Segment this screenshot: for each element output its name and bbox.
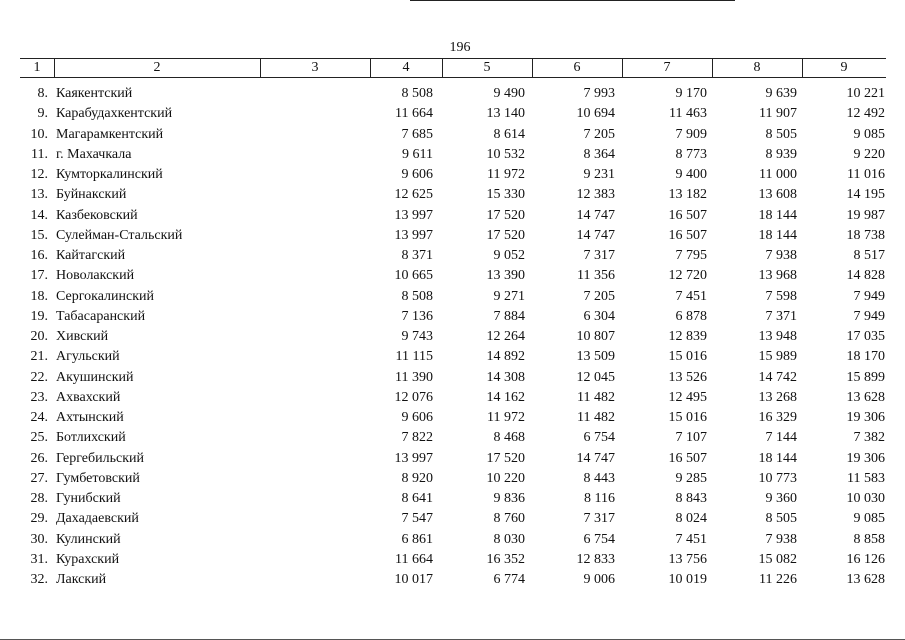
value-col-4: 9 611 [402, 146, 433, 162]
value-col-4: 8 508 [401, 288, 433, 304]
column-header-5: 5 [483, 60, 491, 75]
value-col-7: 8 024 [675, 511, 707, 527]
value-col-9: 16 126 [846, 551, 885, 567]
value-col-4: 11 664 [395, 551, 433, 567]
value-col-4: 9 606 [401, 167, 433, 182]
value-col-9: 18 170 [846, 349, 885, 365]
page-number: 196 [449, 40, 471, 55]
table-row [0, 84, 905, 104]
district-name: Магарамкентский [56, 126, 164, 142]
value-col-6: 12 383 [576, 187, 615, 203]
district-name: Кумторкалинский [56, 167, 163, 182]
value-col-8: 15 989 [758, 349, 797, 365]
value-col-7: 6 878 [675, 308, 707, 324]
value-col-8: 13 268 [758, 389, 797, 405]
table-row [0, 570, 905, 590]
table-row [0, 125, 905, 145]
row-number: 13. [30, 187, 48, 203]
value-col-5: 14 308 [486, 369, 525, 385]
value-col-7: 7 107 [675, 430, 707, 446]
value-col-4: 13 997 [394, 207, 433, 223]
table-row [0, 266, 905, 286]
value-col-7: 13 756 [668, 551, 707, 567]
value-col-8: 18 144 [758, 227, 797, 243]
value-col-8: 15 082 [758, 551, 797, 567]
district-name: г. Махачкала [56, 146, 132, 162]
value-col-7: 7 909 [675, 126, 707, 142]
value-col-8: 13 948 [758, 329, 797, 344]
value-col-7: 9 285 [675, 470, 707, 486]
row-number: 8. [37, 86, 48, 101]
row-number: 28. [30, 491, 48, 506]
value-col-6: 8 116 [584, 491, 615, 506]
value-col-7: 7 451 [675, 288, 707, 304]
row-number: 9. [37, 106, 48, 122]
value-col-7: 15 016 [668, 410, 707, 425]
district-name: Сулейман-Стальский [56, 227, 183, 243]
value-col-6: 6 304 [583, 308, 615, 324]
value-col-9: 10 221 [846, 86, 885, 101]
district-name: Ахвахский [56, 389, 121, 405]
row-number: 21. [30, 349, 48, 365]
table-row [0, 428, 905, 448]
value-col-5: 6 774 [493, 572, 525, 587]
value-col-8: 11 907 [759, 106, 797, 122]
value-col-6: 9 006 [583, 572, 615, 587]
value-col-8: 18 144 [758, 207, 797, 223]
value-col-6: 6 754 [583, 430, 615, 446]
row-number: 22. [30, 369, 48, 385]
value-col-4: 8 920 [401, 470, 433, 486]
table-row [0, 104, 905, 124]
row-number: 29. [30, 511, 48, 527]
row-number: 15. [30, 227, 48, 243]
value-col-7: 7 795 [675, 248, 707, 263]
value-col-8: 10 773 [758, 470, 797, 486]
value-col-5: 9 271 [493, 288, 525, 304]
value-col-5: 7 884 [493, 308, 525, 324]
value-col-7: 16 507 [668, 450, 707, 466]
value-col-8: 9 639 [765, 86, 797, 101]
value-col-4: 10 665 [394, 268, 433, 284]
table-row [0, 185, 905, 205]
value-col-9: 14 195 [846, 187, 885, 203]
district-name: Казбековский [56, 207, 138, 223]
value-col-8: 7 144 [765, 430, 797, 446]
column-header-1: 1 [33, 60, 41, 75]
value-col-5: 10 532 [486, 146, 525, 162]
value-col-6: 7 993 [583, 86, 615, 101]
value-col-7: 11 463 [669, 106, 707, 122]
value-col-6: 10 694 [576, 106, 615, 122]
value-col-5: 17 520 [486, 207, 525, 223]
table-row [0, 246, 905, 266]
row-number: 17. [30, 268, 48, 284]
value-col-7: 8 773 [675, 146, 707, 162]
value-col-5: 14 892 [486, 349, 525, 365]
value-col-7: 8 843 [675, 491, 707, 506]
value-col-9: 7 949 [853, 288, 885, 304]
value-col-5: 15 330 [486, 187, 525, 203]
value-col-5: 10 220 [486, 470, 525, 486]
table-row [0, 449, 905, 469]
row-number: 19. [30, 308, 48, 324]
value-col-4: 13 997 [394, 227, 433, 243]
value-col-5: 8 030 [493, 531, 525, 547]
district-name: Новолакский [56, 268, 135, 284]
value-col-9: 15 899 [846, 369, 885, 385]
value-col-6: 8 443 [583, 470, 615, 486]
value-col-9: 13 628 [846, 389, 885, 405]
value-col-8: 11 226 [759, 572, 797, 587]
district-name: Ахтынский [56, 410, 124, 425]
table-row [0, 408, 905, 428]
value-col-4: 9 606 [401, 410, 433, 425]
table-row [0, 307, 905, 327]
value-col-6: 11 482 [577, 389, 615, 405]
district-name: Карабудахкентский [56, 106, 173, 122]
value-col-7: 7 451 [675, 531, 707, 547]
value-col-4: 13 997 [394, 450, 433, 466]
value-col-5: 17 520 [486, 450, 525, 466]
value-col-9: 9 085 [853, 511, 885, 527]
value-col-9: 18 738 [846, 227, 885, 243]
value-col-8: 13 968 [758, 268, 797, 284]
value-col-5: 12 264 [486, 329, 525, 344]
value-col-4: 6 861 [401, 531, 433, 547]
district-name: Буйнакский [56, 187, 127, 203]
value-col-4: 7 547 [401, 511, 433, 527]
value-col-5: 11 972 [487, 410, 525, 425]
value-col-9: 7 382 [853, 430, 885, 446]
district-name: Гунибский [56, 491, 121, 506]
column-header-row [20, 58, 886, 78]
value-col-6: 12 833 [576, 551, 615, 567]
column-header-6: 6 [573, 60, 581, 75]
column-header-7: 7 [663, 60, 671, 75]
value-col-6: 14 747 [576, 207, 615, 223]
value-col-9: 7 949 [853, 308, 885, 324]
value-col-6: 7 317 [583, 248, 615, 263]
value-col-4: 8 371 [401, 248, 433, 263]
value-col-6: 14 747 [576, 450, 615, 466]
value-col-9: 13 628 [846, 572, 885, 587]
value-col-4: 7 822 [401, 430, 433, 446]
value-col-5: 9 836 [493, 491, 525, 506]
value-col-8: 11 000 [759, 167, 797, 182]
value-col-7: 9 170 [675, 86, 707, 101]
value-col-4: 11 390 [395, 369, 433, 385]
value-col-7: 16 507 [668, 207, 707, 223]
district-name: Агульский [56, 349, 120, 365]
row-number: 14. [30, 207, 48, 223]
value-col-6: 13 509 [576, 349, 615, 365]
value-col-8: 7 938 [765, 248, 797, 263]
table-row [0, 509, 905, 529]
value-col-9: 19 987 [846, 207, 885, 223]
row-number: 31. [30, 551, 48, 567]
row-number: 25. [30, 430, 48, 446]
row-number: 23. [30, 389, 48, 405]
value-col-5: 13 140 [486, 106, 525, 122]
value-col-9: 17 035 [846, 329, 885, 344]
value-col-8: 16 329 [758, 410, 797, 425]
value-col-4: 9 743 [401, 329, 433, 344]
district-name: Лакский [56, 572, 107, 587]
table-row [0, 388, 905, 408]
value-col-7: 16 507 [668, 227, 707, 243]
value-col-7: 9 400 [675, 167, 707, 182]
value-col-4: 8 641 [401, 491, 433, 506]
value-col-8: 8 505 [765, 511, 797, 527]
value-col-4: 10 017 [394, 572, 433, 587]
district-name: Кайтагский [56, 248, 126, 263]
value-col-7: 12 839 [668, 329, 707, 344]
district-name: Каякентский [56, 86, 133, 101]
table-row [0, 368, 905, 388]
value-col-8: 8 505 [765, 126, 797, 142]
row-number: 30. [30, 531, 48, 547]
value-col-5: 9 052 [493, 248, 525, 263]
table-row [0, 327, 905, 347]
value-col-6: 12 045 [576, 369, 615, 385]
value-col-8: 7 598 [765, 288, 797, 304]
value-col-5: 17 520 [486, 227, 525, 243]
row-number: 12. [30, 167, 48, 182]
table-row [0, 165, 905, 185]
value-col-6: 10 807 [576, 329, 615, 344]
value-col-5: 9 490 [493, 86, 525, 101]
value-col-5: 11 972 [487, 167, 525, 182]
value-col-4: 12 625 [394, 187, 433, 203]
value-col-6: 11 356 [577, 268, 615, 284]
district-name: Гергебильский [56, 450, 144, 466]
district-name: Дахадаевский [56, 511, 139, 527]
row-number: 10. [30, 126, 48, 142]
value-col-9: 19 306 [846, 410, 885, 425]
district-name: Акушинский [56, 369, 134, 385]
value-col-4: 7 136 [401, 308, 433, 324]
row-number: 20. [30, 329, 48, 344]
value-col-9: 12 492 [846, 106, 885, 122]
table-row [0, 489, 905, 509]
value-col-7: 12 720 [668, 268, 707, 284]
table-row [0, 226, 905, 246]
value-col-5: 8 614 [493, 126, 525, 142]
value-col-7: 10 019 [668, 572, 707, 587]
column-header-4: 4 [402, 60, 410, 75]
column-header-8: 8 [753, 60, 761, 75]
value-col-9: 9 085 [853, 126, 885, 142]
value-col-6: 7 205 [583, 126, 615, 142]
value-col-4: 11 664 [395, 106, 433, 122]
value-col-9: 8 858 [853, 531, 885, 547]
value-col-9: 8 517 [853, 248, 885, 263]
value-col-5: 14 162 [486, 389, 525, 405]
row-number: 24. [30, 410, 48, 425]
table-row [0, 530, 905, 550]
value-col-6: 9 231 [583, 167, 615, 182]
value-col-6: 8 364 [583, 146, 615, 162]
row-number: 18. [30, 288, 48, 304]
value-col-9: 11 016 [847, 167, 885, 182]
value-col-5: 13 390 [486, 268, 525, 284]
value-col-6: 11 482 [577, 410, 615, 425]
value-col-9: 10 030 [846, 491, 885, 506]
value-col-9: 11 583 [847, 470, 885, 486]
column-header-2: 2 [153, 60, 161, 75]
district-name: Гумбетовский [56, 470, 140, 486]
value-col-9: 14 828 [846, 268, 885, 284]
district-name: Кулинский [56, 531, 121, 547]
value-col-5: 16 352 [486, 551, 525, 567]
row-number: 11. [31, 146, 48, 162]
value-col-8: 8 939 [765, 146, 797, 162]
column-header-3: 3 [311, 60, 319, 75]
value-col-7: 12 495 [668, 389, 707, 405]
value-col-8: 14 742 [758, 369, 797, 385]
table-row [0, 469, 905, 489]
value-col-7: 15 016 [668, 349, 707, 365]
value-col-9: 9 220 [853, 146, 885, 162]
value-col-9: 19 306 [846, 450, 885, 466]
district-name: Сергокалинский [56, 288, 155, 304]
top-scan-line [410, 0, 735, 1]
value-col-8: 7 938 [765, 531, 797, 547]
district-name: Табасаранский [56, 308, 146, 324]
value-col-5: 8 468 [493, 430, 525, 446]
column-header-9: 9 [840, 60, 848, 75]
row-number: 32. [30, 572, 48, 587]
table-row [0, 145, 905, 165]
value-col-4: 7 685 [401, 126, 433, 142]
row-number: 26. [30, 450, 48, 466]
row-number: 16. [30, 248, 48, 263]
table-row [0, 347, 905, 367]
row-number: 27. [30, 470, 48, 486]
value-col-6: 7 317 [583, 511, 615, 527]
value-col-8: 7 371 [765, 308, 797, 324]
value-col-6: 6 754 [583, 531, 615, 547]
value-col-4: 12 076 [394, 389, 433, 405]
value-col-5: 8 760 [493, 511, 525, 527]
value-col-8: 18 144 [758, 450, 797, 466]
district-name: Курахский [56, 551, 120, 567]
table-row [0, 287, 905, 307]
value-col-7: 13 526 [668, 369, 707, 385]
district-name: Хивский [56, 329, 109, 344]
table-row [0, 206, 905, 226]
value-col-8: 13 608 [758, 187, 797, 203]
value-col-4: 11 115 [395, 349, 433, 365]
value-col-4: 8 508 [401, 86, 433, 101]
value-col-8: 9 360 [765, 491, 797, 506]
district-name: Ботлихский [56, 430, 126, 446]
value-col-6: 7 205 [583, 288, 615, 304]
value-col-6: 14 747 [576, 227, 615, 243]
value-col-7: 13 182 [668, 187, 707, 203]
table-row [0, 550, 905, 570]
